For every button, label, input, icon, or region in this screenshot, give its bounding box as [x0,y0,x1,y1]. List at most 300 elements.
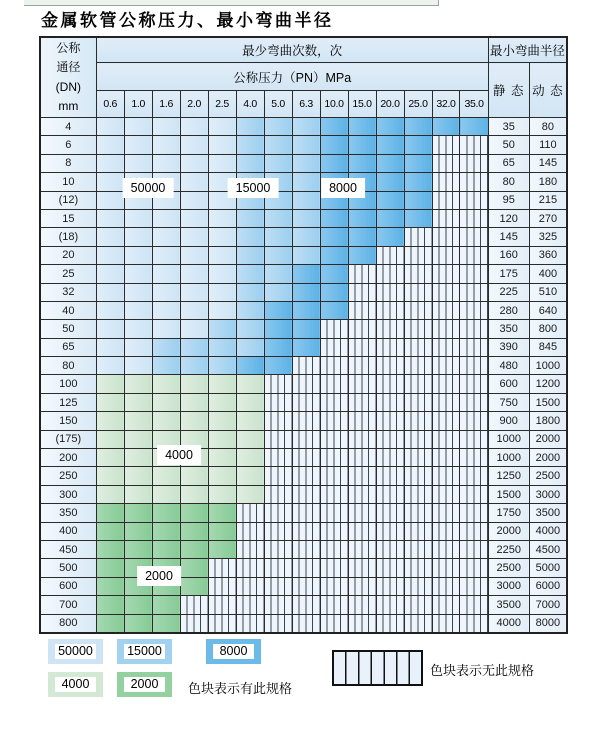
no-spec-cell [404,265,432,283]
spec-cell-z4000 [96,449,124,467]
no-spec-cell [292,375,320,393]
spec-cell-z50000 [152,209,180,227]
spec-cell-z4000 [152,375,180,393]
spec-row-dn-300 [40,485,567,503]
static-radius-value: 2500 [488,559,529,577]
dynamic-column-header: 动 态 [529,63,567,118]
no-spec-cell [432,559,460,577]
no-spec-cell [460,614,488,633]
spec-cell-z4000 [208,375,236,393]
spec-cell-z50000 [96,191,124,209]
spec-cell-z8000 [376,136,404,154]
no-spec-cell [460,485,488,503]
spec-cell-z2000 [180,559,208,577]
spec-cell-z50000 [180,209,208,227]
spec-cell-z8000 [376,154,404,172]
spec-cell-z4000 [152,485,180,503]
no-spec-cell [292,449,320,467]
no-spec-cell [432,430,460,448]
spec-cell-z8000 [404,136,432,154]
spec-cell-z8000 [320,118,348,136]
spec-cell-z50000 [208,154,236,172]
spec-cell-z50000 [152,136,180,154]
spec-cell-z2000 [96,596,124,614]
dn-header-line: (DN) [55,79,81,94]
dn-label: 20 [40,246,96,264]
no-spec-cell [264,393,292,411]
no-spec-cell [292,393,320,411]
no-spec-cell [460,504,488,522]
spec-cell-z50000 [152,301,180,319]
no-spec-cell [348,449,376,467]
no-spec-cell [460,301,488,319]
pressure-col-header: 5.0 [264,91,292,118]
spec-row-dn-65 [40,338,567,356]
no-spec-cell [264,596,292,614]
spec-cell-z50000 [180,191,208,209]
dynamic-radius-value: 3500 [529,504,567,522]
spec-cell-z50000 [208,283,236,301]
spec-cell-z4000 [236,412,264,430]
no-spec-cell [404,449,432,467]
no-spec-cell [348,614,376,633]
no-spec-cell [348,504,376,522]
no-spec-cell [376,283,404,301]
spec-table-body [40,118,567,633]
static-radius-value: 480 [488,357,529,375]
spec-cell-z8000 [320,246,348,264]
spec-cell-z15000 [292,209,320,227]
spec-cell-z50000 [124,338,152,356]
no-spec-cell [320,522,348,540]
dynamic-radius-value: 1500 [529,393,567,411]
spec-cell-z2000 [152,504,180,522]
spec-cell-z15000 [264,118,292,136]
dn-label: (12) [40,191,96,209]
overlay-label-15000: 15000 [228,178,279,198]
spec-row-dn-150 [40,412,567,430]
dynamic-radius-value: 80 [529,118,567,136]
no-spec-cell [376,559,404,577]
dn-label: (175) [40,430,96,448]
no-spec-cell [460,209,488,227]
spec-row-dn-12 [40,191,567,209]
no-spec-cell [432,191,460,209]
spec-cell-z50000 [152,154,180,172]
spec-cell-z50000 [152,246,180,264]
spec-row-dn-40 [40,301,567,319]
no-spec-cell [404,283,432,301]
no-spec-cell [460,577,488,595]
spec-cell-z4000 [236,393,264,411]
spec-cell-z4000 [180,375,208,393]
static-radius-value: 1000 [488,449,529,467]
no-spec-cell [460,412,488,430]
static-radius-value: 390 [488,338,529,356]
spec-cell-z2000 [96,540,124,558]
spec-row-dn-6 [40,136,567,154]
no-spec-cell [404,540,432,558]
no-spec-cell [320,540,348,558]
spec-row-dn-125 [40,393,567,411]
spec-cell-z50000 [152,118,180,136]
no-spec-cell [460,338,488,356]
no-spec-cell [320,338,348,356]
dn-label: 350 [40,504,96,522]
spec-cell-z4000 [236,467,264,485]
no-spec-cell [292,467,320,485]
no-spec-cell [348,485,376,503]
no-spec-cell [432,228,460,246]
no-spec-cell [432,173,460,191]
spec-cell-z8000 [320,209,348,227]
no-spec-cell [348,320,376,338]
no-spec-cell [264,577,292,595]
spec-cell-z4000 [208,449,236,467]
spec-cell-z4000 [208,485,236,503]
no-spec-pattern-swatch [332,650,423,686]
no-spec-cell [404,485,432,503]
dynamic-radius-value: 5000 [529,559,567,577]
pressure-col-header: 10.0 [320,91,348,118]
no-spec-cell [348,265,376,283]
spec-cell-z50000 [180,320,208,338]
static-radius-value: 750 [488,393,529,411]
spec-cell-z2000 [124,522,152,540]
no-spec-cell [460,191,488,209]
spec-cell-z50000 [152,228,180,246]
spec-cell-z8000 [348,228,376,246]
spec-cell-z4000 [96,393,124,411]
no-spec-cell [432,467,460,485]
dynamic-radius-value: 180 [529,173,567,191]
spec-cell-z2000 [180,540,208,558]
spec-cell-z15000 [264,209,292,227]
no-spec-cell [292,559,320,577]
spec-row-dn-600 [40,577,567,595]
no-spec-cell [376,393,404,411]
no-spec-cell [404,504,432,522]
spec-cell-z4000 [236,375,264,393]
no-spec-cell [292,577,320,595]
dynamic-radius-value: 3000 [529,485,567,503]
no-spec-cell [348,540,376,558]
no-spec-cell [376,357,404,375]
spec-cell-z4000 [96,412,124,430]
no-spec-cell [376,320,404,338]
spec-cell-z8000 [320,265,348,283]
no-spec-cell [292,504,320,522]
no-spec-cell [432,301,460,319]
legend-swatch-8000 [206,639,261,664]
dynamic-radius-value: 360 [529,246,567,264]
no-spec-cell [376,485,404,503]
pressure-col-header: 20.0 [376,91,404,118]
no-spec-cell [404,577,432,595]
spec-cell-z4000 [96,485,124,503]
spec-cell-z15000 [292,136,320,154]
no-spec-cell [404,430,432,448]
spec-cell-z2000 [152,596,180,614]
no-spec-cell [460,320,488,338]
no-spec-cell [432,283,460,301]
legend-swatch-label: 15000 [124,644,165,659]
no-spec-cell [292,485,320,503]
spec-cell-z8000 [404,173,432,191]
spec-cell-z2000 [180,504,208,522]
spec-cell-z8000 [376,118,404,136]
dynamic-radius-value: 400 [529,265,567,283]
no-spec-cell [320,485,348,503]
spec-cell-z15000 [236,118,264,136]
spec-cell-z50000 [96,209,124,227]
spec-cell-z8000 [292,283,320,301]
spec-cell-z2000 [152,540,180,558]
pressure-col-header: 0.6 [96,91,124,118]
no-spec-legend-label: 色块表示无此规格 [430,663,535,678]
dn-label: 65 [40,338,96,356]
no-spec-cell [404,301,432,319]
spec-row-dn-450 [40,540,567,558]
static-radius-value: 145 [488,228,529,246]
spec-cell-z8000 [320,154,348,172]
dn-header-line: 通径 [56,60,81,74]
legend-swatch-4000 [48,672,103,697]
spec-row-dn-800 [40,614,567,633]
no-spec-cell [292,614,320,633]
legend-swatch-label: 8000 [213,644,254,659]
no-spec-cell [460,540,488,558]
pressure-col-header: 32.0 [432,91,460,118]
spec-cell-z2000 [96,504,124,522]
spec-cell-z4000 [236,485,264,503]
no-spec-cell [460,357,488,375]
spec-cell-z50000 [180,154,208,172]
dynamic-radius-value: 845 [529,338,567,356]
dynamic-radius-value: 640 [529,301,567,319]
dynamic-radius-value: 2500 [529,467,567,485]
spec-cell-z8000 [320,301,348,319]
no-spec-cell [208,577,236,595]
static-radius-value: 350 [488,320,529,338]
no-spec-cell [292,540,320,558]
spec-cell-z50000 [208,301,236,319]
no-spec-cell [320,430,348,448]
static-column-header: 静 态 [488,63,529,118]
no-spec-cell [404,320,432,338]
no-spec-cell [376,504,404,522]
static-radius-value: 50 [488,136,529,154]
no-spec-cell [320,596,348,614]
no-spec-cell [404,393,432,411]
no-spec-cell [376,614,404,633]
no-spec-cell [376,301,404,319]
no-spec-cell [180,596,208,614]
dynamic-radius-value: 110 [529,136,567,154]
spec-cell-z50000 [180,118,208,136]
no-spec-cell [432,320,460,338]
dn-label: 40 [40,301,96,319]
spec-cell-z8000 [348,246,376,264]
spec-cell-z15000 [208,357,236,375]
spec-cell-z8000 [348,136,376,154]
spec-cell-z50000 [152,265,180,283]
spec-cell-z15000 [180,357,208,375]
spec-cell-z15000 [236,265,264,283]
static-radius-value: 1000 [488,430,529,448]
spec-cell-z2000 [96,559,124,577]
spec-cell-z4000 [124,467,152,485]
no-spec-cell [292,430,320,448]
no-spec-cell [236,504,264,522]
spec-row-dn-200 [40,449,567,467]
dynamic-radius-value: 7000 [529,596,567,614]
spec-cell-z15000 [180,338,208,356]
dn-label: 4 [40,118,96,136]
static-radius-value: 35 [488,118,529,136]
no-spec-cell [208,559,236,577]
overlay-label-4000: 4000 [157,445,201,465]
no-spec-cell [320,357,348,375]
no-spec-cell [320,412,348,430]
spec-cell-z15000 [236,338,264,356]
pressure-col-header: 1.0 [124,91,152,118]
spec-cell-z50000 [208,136,236,154]
no-spec-cell [292,357,320,375]
overlay-label-2000: 2000 [137,566,181,586]
no-spec-cell [460,522,488,540]
dn-label: 600 [40,577,96,595]
spec-cell-z50000 [208,265,236,283]
static-radius-value: 2000 [488,522,529,540]
spec-cell-z50000 [124,209,152,227]
spec-cell-z50000 [96,357,124,375]
spec-cell-z8000 [236,357,264,375]
spec-cell-z15000 [236,301,264,319]
table-header [40,37,567,118]
no-spec-cell [376,449,404,467]
spec-row-dn-350 [40,504,567,522]
no-spec-cell [376,540,404,558]
spec-row-dn-175 [40,430,567,448]
no-spec-cell [264,467,292,485]
no-spec-cell [432,504,460,522]
has-spec-legend-label: 色块表示有此规格 [188,681,293,696]
no-spec-cell [236,596,264,614]
spec-cell-z8000 [264,320,292,338]
no-spec-cell [348,283,376,301]
spec-cell-z8000 [264,357,292,375]
legend-swatch-50000 [48,639,103,664]
spec-row-dn-100 [40,375,567,393]
no-spec-cell [180,614,208,633]
spec-cell-z50000 [180,136,208,154]
spec-cell-z50000 [152,320,180,338]
no-spec-cell [320,504,348,522]
dn-label: 700 [40,596,96,614]
spec-cell-z50000 [96,320,124,338]
spec-cell-z15000 [292,118,320,136]
no-spec-cell [348,375,376,393]
bend-cycles-header: 最少弯曲次数，次 [96,37,488,63]
dynamic-radius-value: 8000 [529,614,567,633]
dynamic-radius-value: 4000 [529,522,567,540]
spec-cell-z15000 [264,154,292,172]
spec-cell-z50000 [96,338,124,356]
spec-cell-z8000 [348,154,376,172]
spec-cell-z2000 [208,522,236,540]
spec-cell-z50000 [96,301,124,319]
spec-cell-z50000 [124,357,152,375]
pressure-col-header: 6.3 [292,91,320,118]
spec-cell-z50000 [96,246,124,264]
spec-cell-z50000 [96,228,124,246]
no-spec-cell [292,412,320,430]
no-spec-cell [236,577,264,595]
spec-cell-z4000 [96,430,124,448]
spec-cell-z15000 [236,136,264,154]
dynamic-radius-value: 270 [529,209,567,227]
spec-cell-z15000 [292,246,320,264]
dynamic-radius-value: 1000 [529,357,567,375]
spec-cell-z15000 [292,191,320,209]
spec-row-dn-250 [40,467,567,485]
spec-cell-z4000 [124,393,152,411]
dn-label: 8 [40,154,96,172]
no-spec-cell [320,559,348,577]
static-radius-value: 225 [488,283,529,301]
dn-header-line: mm [58,99,79,113]
spec-cell-z15000 [292,173,320,191]
no-spec-cell [236,540,264,558]
spec-row-dn-400 [40,522,567,540]
no-spec-cell [376,522,404,540]
spec-cell-z50000 [124,228,152,246]
no-spec-cell [376,430,404,448]
no-spec-cell [264,375,292,393]
no-spec-cell [264,412,292,430]
spec-cell-z2000 [96,577,124,595]
spec-cell-z50000 [124,265,152,283]
no-spec-cell [460,467,488,485]
spec-row-dn-500 [40,559,567,577]
dynamic-radius-value: 2000 [529,449,567,467]
static-radius-value: 120 [488,209,529,227]
spec-cell-z2000 [208,504,236,522]
no-spec-cell [404,375,432,393]
spec-cell-z2000 [124,540,152,558]
pressure-col-header: 15.0 [348,91,376,118]
spec-cell-z8000 [376,173,404,191]
no-spec-cell [432,338,460,356]
spec-cell-z50000 [96,283,124,301]
spec-cell-z8000 [320,136,348,154]
spec-row-dn-18 [40,228,567,246]
spec-cell-z4000 [96,375,124,393]
no-spec-cell [404,338,432,356]
no-spec-cell [460,596,488,614]
pressure-col-header: 25.0 [404,91,432,118]
spec-cell-z50000 [180,283,208,301]
no-spec-cell [264,485,292,503]
no-spec-cell [432,136,460,154]
spec-cell-z4000 [124,430,152,448]
spec-row-dn-80 [40,357,567,375]
spec-cell-z50000 [124,154,152,172]
spec-cell-z8000 [404,191,432,209]
spec-cell-z8000 [348,118,376,136]
no-spec-cell [376,265,404,283]
